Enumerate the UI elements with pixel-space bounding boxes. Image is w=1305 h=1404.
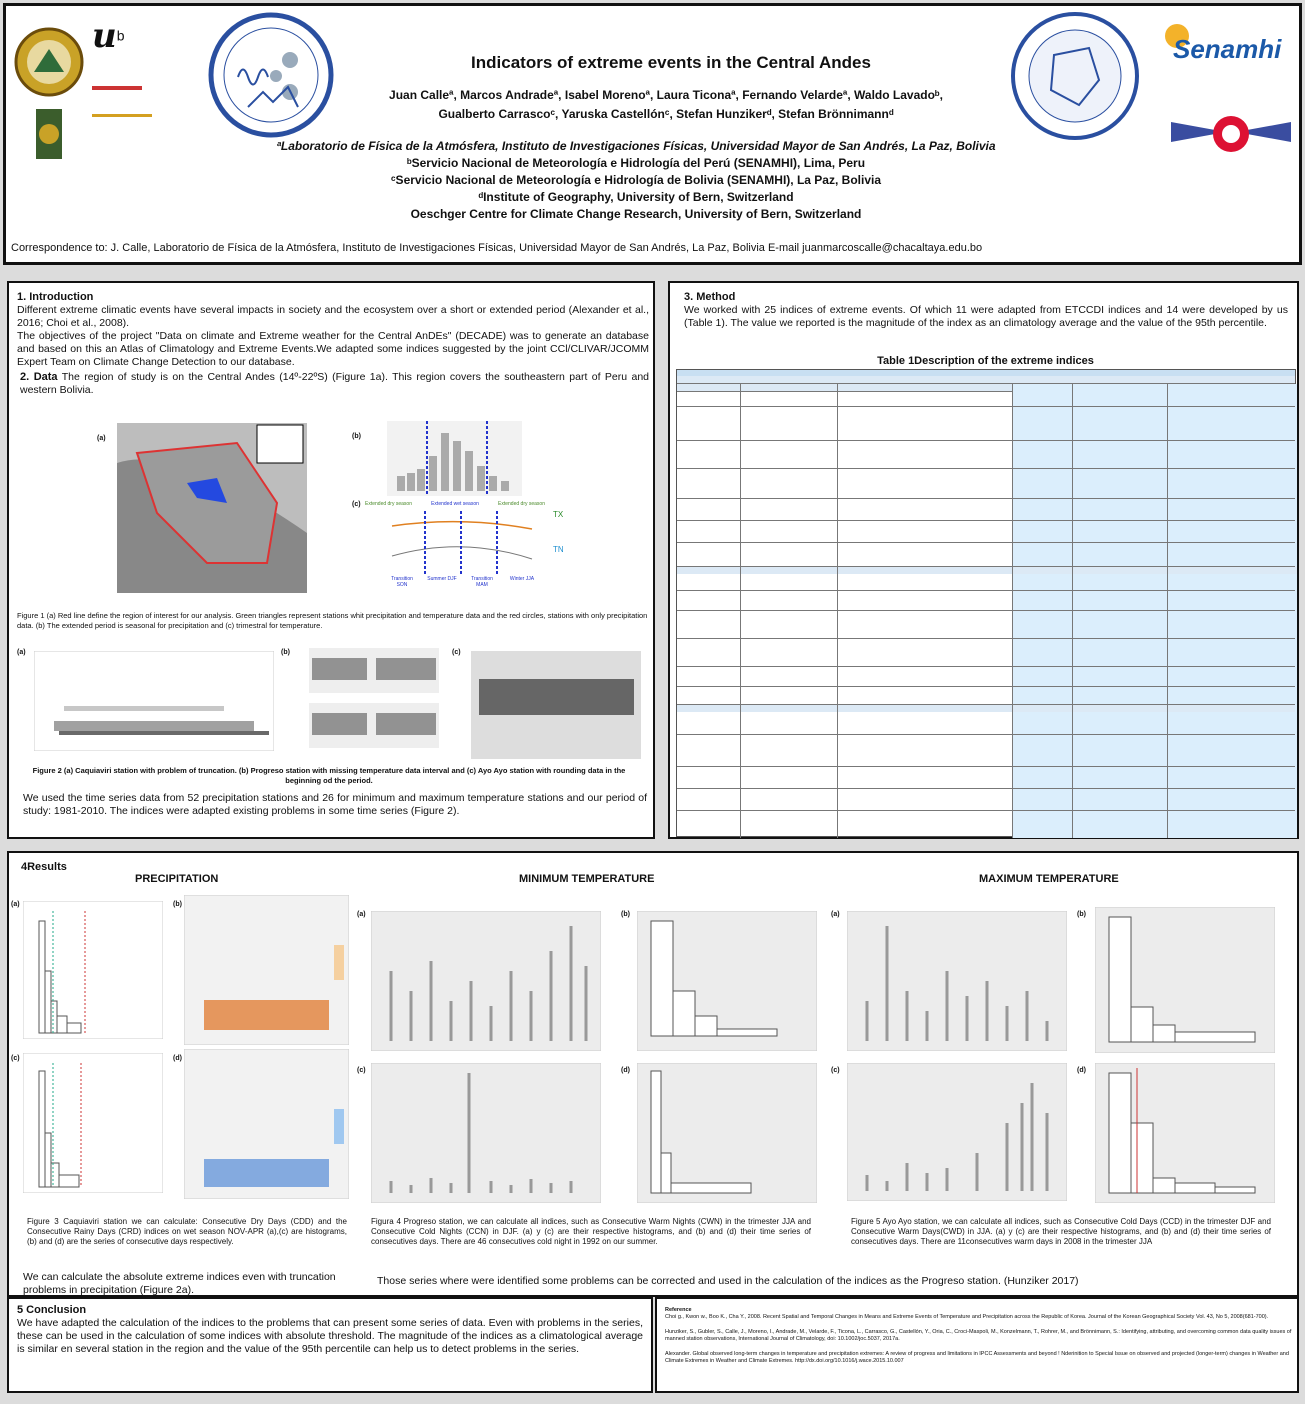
ccn-histogram (637, 1063, 817, 1203)
method-panel (668, 281, 1299, 839)
ccn-time-series (371, 1063, 601, 1203)
ayoayo-rounding-plot (471, 651, 641, 759)
conclusion-title: 5 Conclusion (17, 1304, 87, 1316)
cwn-histogram (637, 911, 817, 1051)
results-title: 4Results (21, 861, 67, 873)
season-son: Transition SON (391, 576, 413, 588)
data-section (17, 371, 649, 397)
senamhi-peru-wings-logo (1166, 102, 1296, 164)
university-seal-logo (14, 14, 84, 164)
data-text-2: We used the time series data from 52 precipitation stations and 26 for minimum and maximum temperature stations and our period of study: 1981-2010. The indices were adapted existing problems in some time series (Figure 2). (23, 792, 647, 817)
progreso-missing-data-plot (304, 643, 444, 753)
seasonal-bar-chart (387, 421, 522, 496)
fig5a-label: (a) (831, 911, 840, 918)
reference-2: Hunziker, S., Gubler, S., Calle, J., Moreno, I., Andrade, M., Velarde, F., Ticona, L., Carrasco, G., Castellón, Y., Oria, C., Croci-Maspoli, M., Konzelmann, T., Rohrer, M., and Brönnimann, S.: Identifying, attributing, and overcoming common data quality issues of manned station observations, International Journal of Climatology, doi: 10.1002/joc.5037, 2017a. (665, 1329, 1292, 1342)
fig1a-label: (a) (97, 435, 106, 442)
fig1-caption: Figure 1 (a) Red line define the region of interest for our analysis. Green triangles represent stations whit precipitation and temperature data and the red circles, stations with only precipitation data. (b) The extended period is seasonal for precipitation and (c) trimestral for temperature. (17, 611, 648, 630)
legend-wet: Extended wet season (431, 501, 479, 507)
fig5-caption: Figure 5 Ayo Ayo station, we can calculate all indices, such as Consecutive Cold Days (CCD) in the trimester DJF and Consecutive Warm Days(CWD) in JJA. (a) y (c) are their respective histograms, and (b) and (d) their time series of consecutives days. There are 11consecutives warm days in 2008 in the trimester JJA (851, 1217, 1271, 1246)
poster-header (3, 3, 1302, 265)
senamhi-bolivia-seal-logo (1009, 10, 1141, 142)
fig4b-label: (b) (621, 911, 630, 918)
fig1b-legend (365, 501, 545, 507)
legend-dry: Extended dry season (365, 501, 412, 507)
fig1c-label: (c) (352, 501, 361, 508)
fig1c-tn: TN (553, 545, 564, 554)
fig3c-label: (c) (11, 1055, 20, 1062)
results-text-left: We can calculate the absolute extreme indices even with truncation problems in precipitation (Figure 2a). (23, 1271, 336, 1296)
cdd-time-series (184, 895, 349, 1045)
affiliations: ªLaboratorio de Física de la Atmósfera, Instituto de Investigaciones Físicas, Universidad Mayor de San Andrés, La Paz, Bolivia ᵇServicio Nacional de Meteorología e Hidrología del Perú (SENAMHI), Lima, Peru ᶜServicio Nacional de Meteorología e Hidrología de Bolivia (SENAMHI), La Paz, Bolivia ᵈInstitute of Geography, University of Bern, Switzerland Oeschger Centre for Climate Change Research, University of Bern, Switzerland (276, 139, 996, 221)
conclusion-panel (7, 1297, 653, 1393)
data-title: 2. Data (20, 371, 58, 383)
results-text-right: Those series where were identified some problems can be corrected and used in the calculation of the indices as the Progreso station. (Hunziker 2017) (377, 1275, 1079, 1287)
season-djf: Summer DJF (427, 576, 457, 582)
unibern-logo: $u^b$ (92, 16, 192, 166)
ccd-histogram (1095, 907, 1275, 1053)
fig3d-label: (d) (173, 1055, 182, 1062)
fig1c-tx: TX (553, 510, 564, 519)
crd-histogram (23, 1053, 163, 1193)
fig3a-label: (a) (11, 901, 20, 908)
season-jja: Winter JJA (509, 576, 535, 582)
fig4a-label: (a) (357, 911, 366, 918)
cwd-time-series (847, 1063, 1067, 1201)
season-mam: Transition MAM (471, 576, 493, 588)
fig3b-label: (b) (173, 901, 182, 908)
poster-title: Indicators of extreme events in the Central Andes (471, 53, 871, 72)
senamhi-logo: Senamhi (1161, 24, 1296, 84)
cwn-time-series (371, 911, 601, 1051)
authors: Juan Calleª, Marcos Andradeª, Isabel Morenoª, Laura Ticonaª, Fernando Velardeª, Waldo Lavadoᵇ, Gualberto Carrascoᶜ, Yaruska Castellónᶜ, Stefan Hunzikerᵈ, Stefan Brönnimannᵈ (389, 88, 943, 121)
fig1c-axis-labels (387, 576, 537, 588)
caquiaviri-truncation-plot (34, 651, 274, 751)
table1-title: Table 1Description of the extreme indices (877, 355, 1094, 367)
method-title: 3. Method (684, 291, 736, 303)
fig2c-label: (c) (452, 649, 461, 656)
results-panel (7, 851, 1299, 1297)
intro-title: 1. Introduction (17, 291, 94, 303)
precip-heading: PRECIPITATION (135, 873, 219, 885)
cdd-histogram (23, 901, 163, 1039)
ccd-time-series (847, 911, 1067, 1051)
fig2-caption: Figure 2 (a) Caquiaviri station with problem of truncation. (b) Progreso station with missing temperature data interval and (c) Ayo Ayo station with rounding data in the beginning od the period. (32, 766, 626, 785)
reference-1: Choi g., Kwon w., Boo K., Cha Y., 2008. Recent Spatial and Temporal Changes in Means and Extreme Events of Temperature and Precipitation across the Republic of Korea. Journal of the Korean Geographical Society Vol. 43, No 5, 2008(681-700). (665, 1314, 1269, 1320)
tmin-heading: MINIMUM TEMPERATURE (519, 873, 655, 885)
method-text: We worked with 25 indices of extreme events. Of which 11 were adapted from ETCCDI indices and 14 were developed by us (Table 1). The value we reported is the magnitude of the index as an climatology average and the value of the 95th percentile. (684, 304, 1288, 329)
fig4d-label: (d) (621, 1067, 630, 1074)
crd-time-series (184, 1049, 349, 1199)
tmax-heading: MAXIMUM TEMPERATURE (979, 873, 1119, 885)
references-title: Reference (665, 1307, 692, 1313)
intro-text-2: The objectives of the project "Data on climate and Extreme weather for the Central AnDEs" (DECADE) was to generate an database and based on this an Atlas of Climatology and Extreme Events.We adapted some indices suggested by the joint CCl/CLIVAR/JCOMM Expert Team on Climate Change Detection to our database. (17, 330, 649, 368)
references-panel (655, 1297, 1299, 1393)
fig5c-label: (c) (831, 1067, 840, 1074)
fig4-caption: Figura 4 Progreso station, we can calculate all indices, such as Consecutive Warm Nights (CWN) in the trimester JJA and Consecutive Cold Nights (CCN) in DJF. (a) y (c) are their respective histograms, and (b) and (d) their time series of consecutives days. There are 46 consecutives cold night in 1992 on our summer. (371, 1217, 811, 1246)
intro-text-1: Different extreme climatic events have several impacts in society and the ecosystem over a short or extended period (Alexander et al., 2016; Choi et al., 2008). (17, 304, 649, 329)
correspondence: Correspondence to: J. Calle, Laboratorio de Física de la Atmósfera, Instituto de Investigaciones Físicas, Universidad Mayor de San Andrés, La Paz, Bolivia E-mail juanmarcoscalle@chacaltaya.edu.bo (11, 242, 983, 254)
fig1b-label: (b) (352, 433, 361, 440)
reference-3: Alexander. Global observed long-term changes in temperature and precipitation extremes: A review of progress and limitations in IPCC Assessments and beyond ! Nderinition to Special Issue on observed and projected (longer-term) changes in Weather and Climate Extremes in Weather and Climate Extremes. http://dx.doi.org/10.1016/j.wace.2015.10.007 (665, 1351, 1289, 1364)
cwd-histogram (1095, 1063, 1275, 1203)
fig5b-label: (b) (1077, 911, 1086, 918)
fig3-caption: Figure 3 Caquiaviri station we can calculate: Consecutive Dry Days (CDD) and the Consecutive Rainy Days (CRD) indices on wet season NOV-APR (a),(c) are histograms, (b) and (d) are the series of consecutive days respectively. (27, 1217, 347, 1246)
conclusion-text: We have adapted the calculation of the indices to the problems that can present some series of data. Even with problems in the series, these can be used in the calculation of some indices with absolute threshold. The magnitude of the indices as a climatological average is similar en several station in the region and the value of the 95th percentile can help us to detect problems in the series. (17, 1317, 643, 1355)
indices-table (676, 369, 1296, 837)
fig4c-label: (c) (357, 1067, 366, 1074)
fig5d-label: (d) (1077, 1067, 1086, 1074)
data-text: The region of study is on the Central Andes (14º-22ºS) (Figure 1a). This region covers the southeastern part of Peru and western Bolivia. (20, 371, 649, 396)
fig2a-label: (a) (17, 649, 26, 656)
fig2b-label: (b) (281, 649, 290, 656)
temperature-trimester-chart (387, 511, 537, 575)
intro-data-panel (7, 281, 655, 839)
legend-dry-2: Extended dry season (498, 501, 545, 507)
study-region-map (117, 423, 307, 593)
